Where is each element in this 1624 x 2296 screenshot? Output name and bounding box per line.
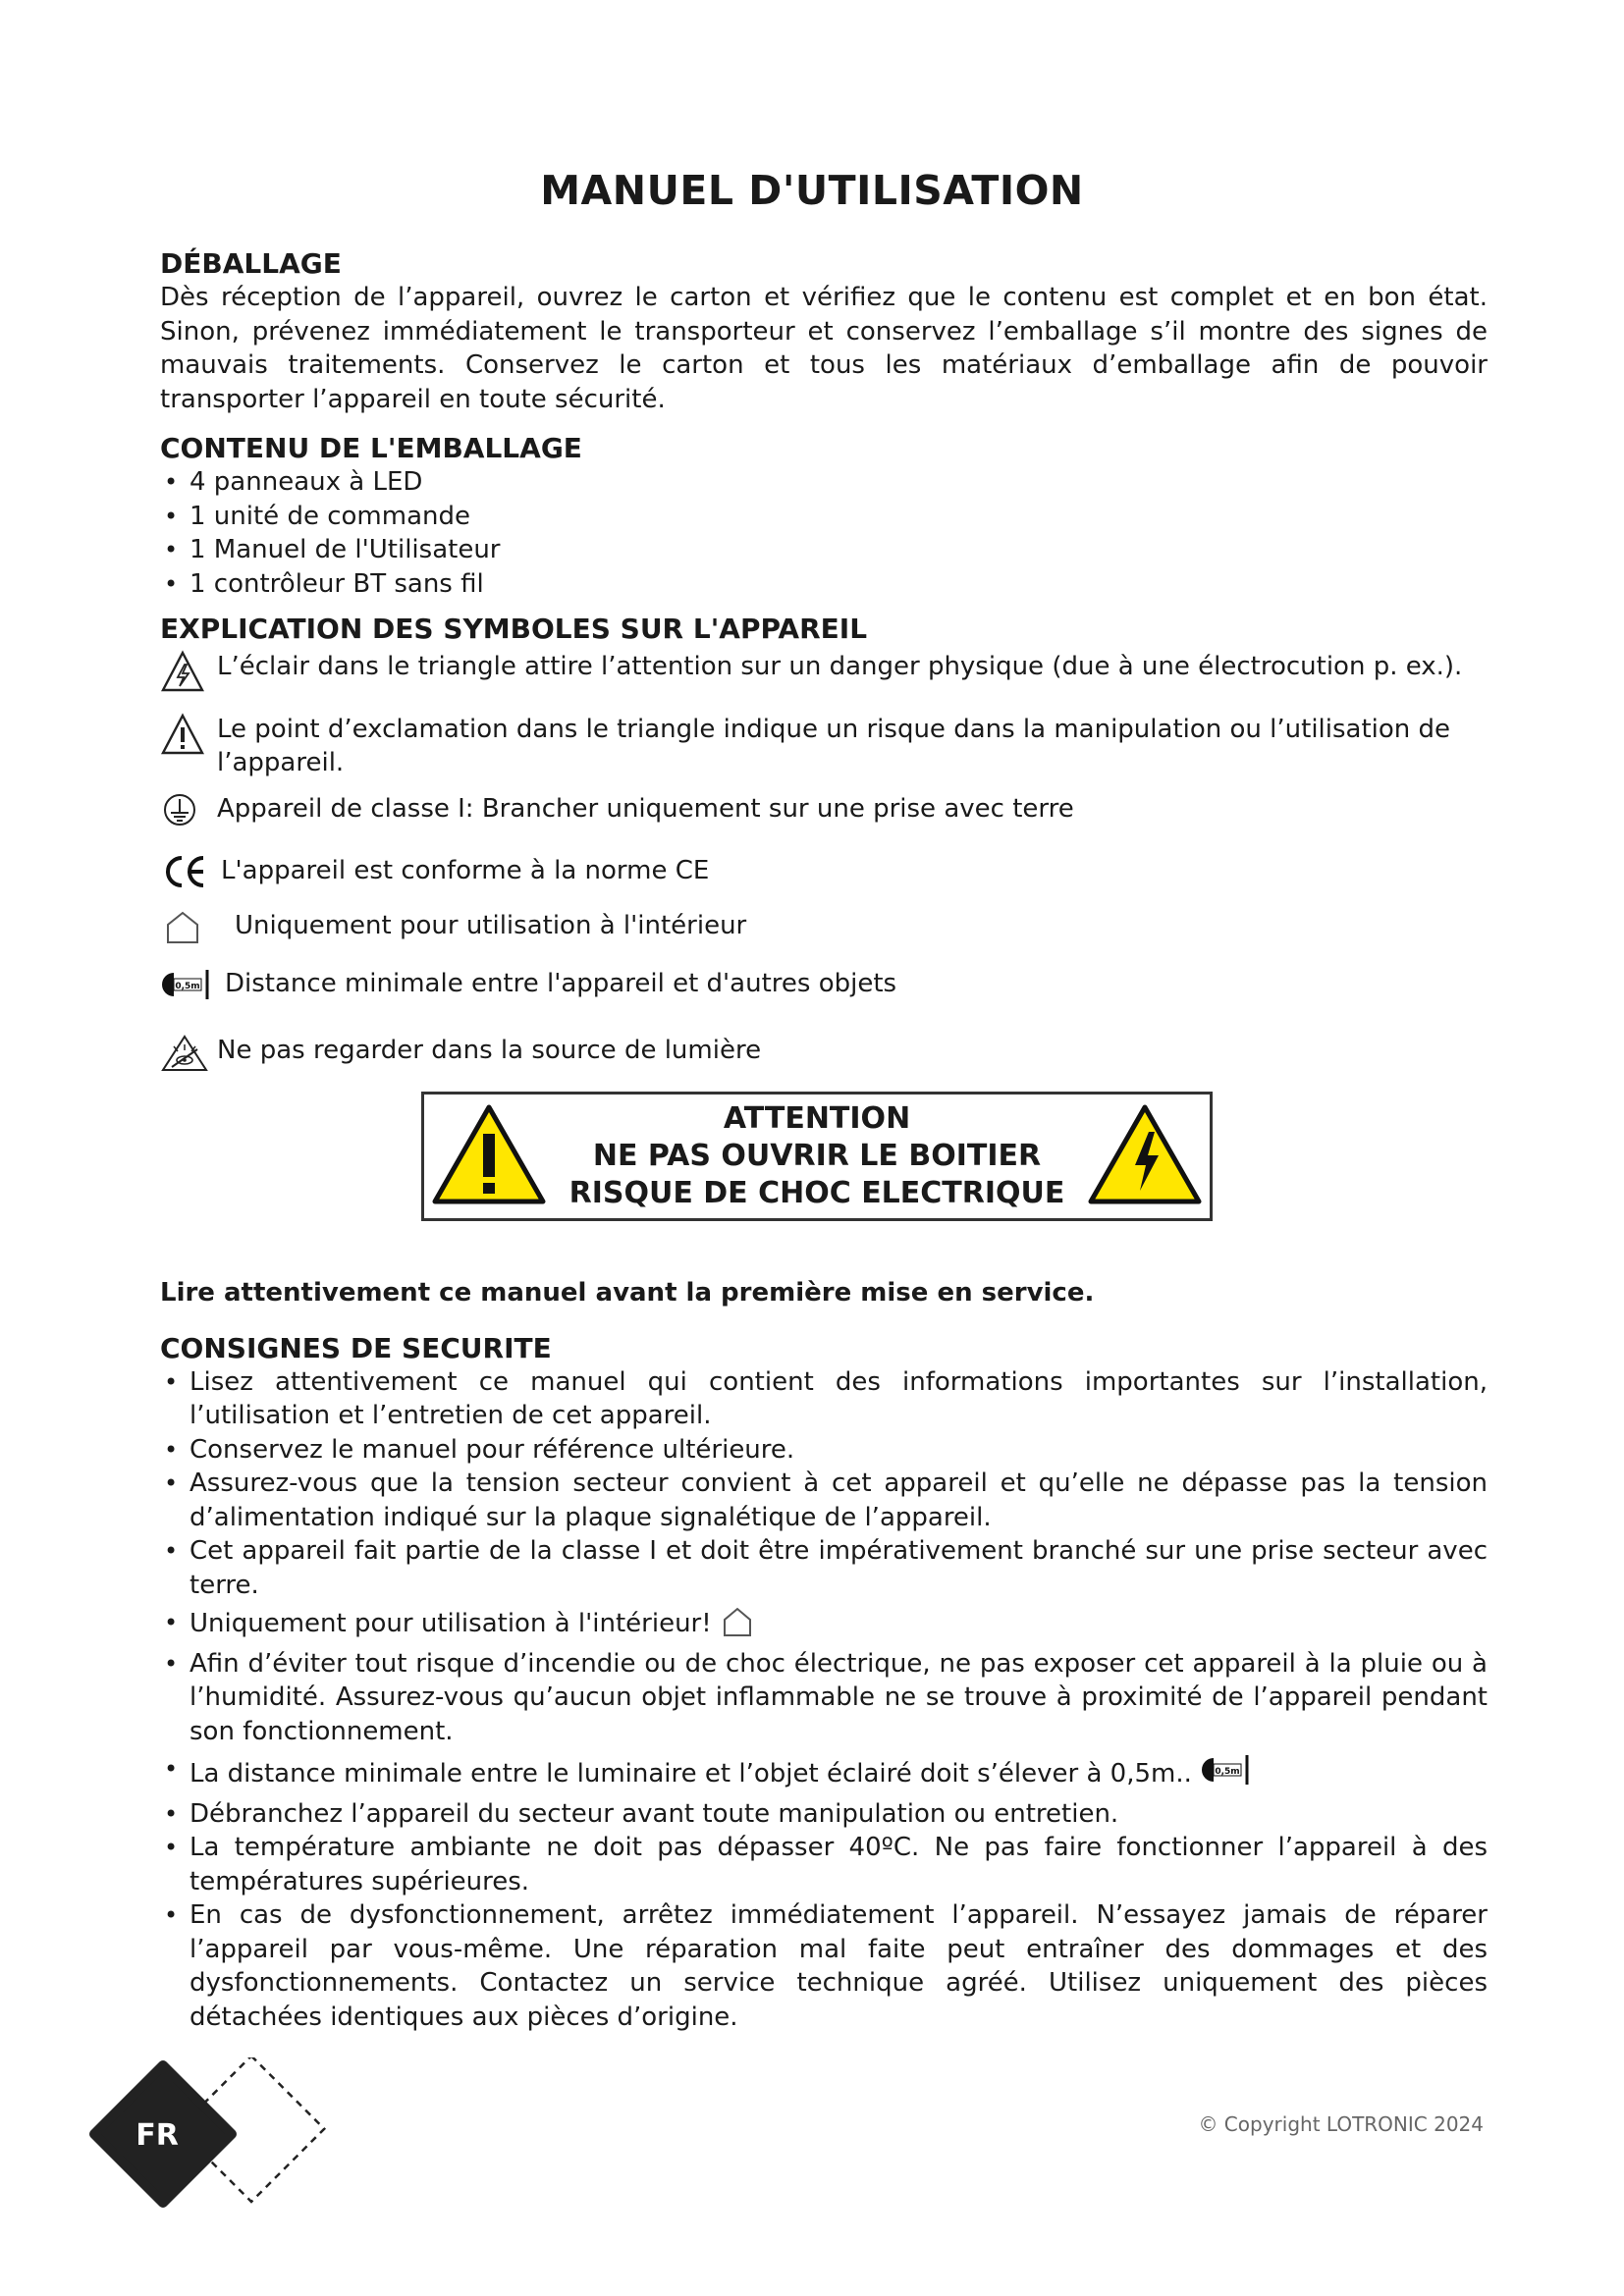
- list-item: • En cas de dysfonctionnement, arrêtez immédiatement l’appareil. N’essayez jamais de réparer l’appareil par vous-même. Une réparation mal faite peut entraîner des dommages et des dysfonctionnements. Contactez un service technique agréé. Utilisez uniquement des pièces détachées identiques aux pièces d’origine.: [160, 1898, 1488, 2034]
- symbol-row-distance: [160, 967, 1488, 1012]
- symbol-row-ce: [160, 854, 1488, 899]
- symbol-text: L’éclair dans le triangle attire l’attention sur un danger physique (due à une électrocution p. ex.).: [217, 652, 1463, 681]
- symbol-text: Ne pas regarder dans la source de lumière: [217, 1035, 762, 1065]
- list-item-text: La distance minimale entre le luminaire et l’objet éclairé doit s’élever à 0,5m..: [189, 1759, 1192, 1789]
- min-distance-icon: [1200, 1752, 1255, 1797]
- read-notice: Lire attentivement ce manuel avant la première mise en service.: [160, 1278, 1095, 1308]
- distance-icon-label: 0,5m: [1215, 1767, 1240, 1777]
- list-item: [160, 1606, 1488, 1647]
- symbol-row-ground: [160, 792, 1488, 841]
- ground-class1-icon: [160, 792, 217, 841]
- exclamation-triangle-icon: [160, 713, 217, 766]
- house-indoor-icon: [720, 1606, 755, 1647]
- list-item: • Conservez le manuel pour référence ultérieure.: [160, 1433, 1488, 1468]
- list-item: • Débranchez l’appareil du secteur avant toute manipulation ou entretien.: [160, 1797, 1488, 1832]
- list-item: • Lisez attentivement ce manuel qui contient des informations importantes sur l’installation, l’utilisation et l’entretien de cet appareil.: [160, 1365, 1488, 1433]
- package-section: [160, 432, 1488, 601]
- symbol-row-indoor: [160, 909, 1488, 954]
- symbol-text: Distance minimale entre l'appareil et d'autres objets: [225, 969, 897, 998]
- safety-heading: CONSIGNES DE SECURITE: [160, 1331, 552, 1364]
- symbol-row-nostare: [160, 1034, 1488, 1083]
- symbols-heading: EXPLICATION DES SYMBOLES SUR L'APPAREIL: [160, 613, 868, 645]
- lightning-triangle-icon: [160, 650, 217, 703]
- symbols-section: [160, 613, 1488, 1082]
- warning-text: [569, 1100, 1065, 1212]
- symbol-row-exclamation: [160, 713, 1488, 780]
- page-content: [160, 247, 1488, 2034]
- symbol-text: Uniquement pour utilisation à l'intérieur: [235, 910, 747, 940]
- safety-list: [160, 1365, 1488, 2035]
- list-item: • La température ambiante ne doit pas dépasser 40ºC. Ne pas faire fonctionner l’appareil à des températures supérieures.: [160, 1831, 1488, 1898]
- ce-mark-icon: [160, 854, 221, 899]
- warning-line: ATTENTION: [723, 1101, 911, 1136]
- unpacking-heading: DÉBALLAGE: [160, 247, 342, 280]
- exclamation-warning-icon: [430, 1102, 548, 1210]
- lightning-warning-icon: [1086, 1102, 1204, 1210]
- symbol-row-lightning: [160, 650, 1488, 703]
- unpacking-text: Dès réception de l’appareil, ouvrez le carton et vérifiez que le contenu est complet et en bon état. Sinon, prévenez immédiatement le transporteur et conservez l’emballage s’il montre des signes de mauvais traitements. Conservez le carton et tous les matériaux d’emballage afin de pouvoir transporter l’appareil en toute sécurité.: [160, 283, 1488, 414]
- safety-section: [160, 1332, 1488, 2035]
- unpacking-section: [160, 247, 1488, 416]
- language-code: FR: [135, 2118, 179, 2153]
- symbol-text: Appareil de classe I: Brancher uniquement sur une prise avec terre: [217, 793, 1074, 824]
- warning-line: RISQUE DE CHOC ELECTRIQUE: [568, 1176, 1065, 1210]
- page-title: MANUEL D'UTILISATION: [540, 167, 1084, 214]
- language-badge: [82, 2057, 367, 2222]
- warning-box: [421, 1092, 1213, 1221]
- list-item: • Afin d’éviter tout risque d’incendie ou de choc électrique, ne pas exposer cet appareil à la pluie ou à l’humidité. Assurez-vous qu’aucun objet inflammable ne se trouve à proximité de l’appareil pendant son fonctionnement.: [160, 1647, 1488, 1749]
- list-item: • Cet appareil fait partie de la classe I et doit être impérativement branché sur une prise secteur avec terre.: [160, 1534, 1488, 1602]
- list-item: [160, 1752, 1488, 1797]
- symbol-text: Le point d’exclamation dans le triangle indique un risque dans la manipulation ou l’utilisation de l’appareil.: [217, 714, 1451, 777]
- list-item: • 1 contrôleur BT sans fil: [160, 567, 1488, 602]
- package-heading: CONTENU DE L'EMBALLAGE: [160, 432, 582, 464]
- distance-icon-label: 0,5m: [175, 982, 200, 991]
- list-item: • 1 unité de commande: [160, 500, 1488, 534]
- house-indoor-icon: [160, 909, 235, 954]
- min-distance-icon: [160, 967, 225, 1012]
- list-item-text: Uniquement pour utilisation à l'intérieur!: [189, 1609, 712, 1638]
- no-stare-icon: [160, 1034, 217, 1083]
- list-item: • Assurez-vous que la tension secteur convient à cet appareil et qu’elle ne dépasse pas la tension d’alimentation indiqué sur la plaque signalétique de l’appareil.: [160, 1467, 1488, 1534]
- list-item: • 1 Manuel de l'Utilisateur: [160, 533, 1488, 567]
- copyright: © Copyright LOTRONIC 2024: [1198, 2112, 1484, 2136]
- warning-line: NE PAS OUVRIR LE BOITIER: [592, 1139, 1042, 1173]
- package-list: [160, 465, 1488, 601]
- list-item: • 4 panneaux à LED: [160, 465, 1488, 500]
- symbol-text: L'appareil est conforme à la norme CE: [221, 856, 710, 885]
